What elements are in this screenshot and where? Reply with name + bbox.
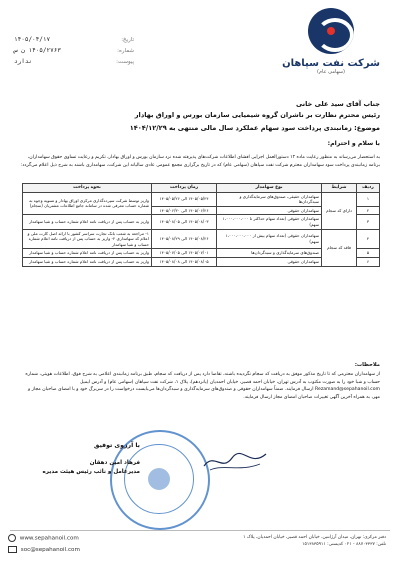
table-row	[23, 192, 380, 206]
date-label: تاریخ:	[121, 36, 134, 43]
footer-email-row	[8, 546, 80, 553]
recipient-name: جناب آقای سید علی خانی	[295, 100, 380, 108]
row-number: ۱	[357, 192, 380, 206]
payment-time-cell: ۱۴۰۵/۰۸/۲۶ الی ۱۴۰۵/۰۸/۲۹	[152, 229, 217, 249]
footer-email[interactable]: soc@sepahanoil.com	[20, 547, 80, 553]
date-value: ۱۴۰۵/۰۴/۱۷	[14, 36, 51, 43]
intro-paragraph: به استحضار می‌رساند به منظور رعایت ماده ۱۲ دستورالعمل اجرایی افشای اطلاعات شرکت‌های پذیرفته شده نزد سازمان بورس و اوراق بهادار، تکریم و رعایت تساوی حقوق سهامداران، برنامه زمانبندی پرداخت سود سهامداران محترم شرکت نفت سپاهان (سهامی عام) که در تاریخ برگزاری مجمع عمومی عادی سالیانه این شرکت، سهامداری باشند به شرح ذیل اعلام می‌گردد:	[20, 155, 380, 168]
col-header-payment-time: زمان پرداخت	[152, 184, 217, 193]
company-logo	[276, 8, 386, 100]
condition-cell: فاقد کد سجام	[322, 229, 357, 266]
signer-name: فرهاد امین دهقان	[89, 460, 140, 466]
logo-emblem-icon	[308, 8, 354, 54]
row-number: ۳	[357, 215, 380, 229]
number-label: شماره:	[117, 47, 134, 54]
payment-schedule-table	[22, 183, 380, 267]
closing-phrase: با آرزوی توفیق	[93, 442, 140, 449]
signer-title: مدیرعامل و نائب رئیس هیئت مدیره	[42, 469, 140, 475]
payment-time-cell: ۱۴۰۵/۰۸/۰۳ الی ۱۴۰۵/۰۸/۰۵	[152, 215, 217, 229]
letter-subject: موضوع: زمانبندی پرداخت سود سهام عملکرد سال مالی منتهی به ۱۴۰۴/۱۲/۲۹	[129, 124, 380, 132]
payment-time-cell: ۱۴۰۵/۰۸/۰۵ الی ۱۴۰۵/۰۸/۰۸	[152, 257, 217, 266]
table-row	[23, 229, 380, 249]
holder-type-cell: سهامداران حقوقی (تعداد سهام حداکثر تا ۱،۰۰۰،۰۰۰،۰۰۰ سهم)	[217, 215, 322, 229]
col-header-holder-type: نوع سهامدار	[217, 184, 322, 193]
footer-divider	[10, 530, 390, 531]
condition-cell: دارای کد سجام	[322, 192, 357, 229]
company-subtitle: (سهامی عام)	[317, 69, 345, 75]
footer-phones: تلفن: ۸۸۷۰۳۳۳۷ - ۰۲۱ کدپستی: ۱۵۱۳۸۳۵۹۱۱	[302, 542, 386, 547]
number-value: ۱۴۰۵/۲۷۶۳ ن س	[14, 47, 61, 54]
number-row	[14, 45, 134, 56]
row-number: ۲	[357, 206, 380, 215]
payment-time-cell: ۱۴۰۵/۰۵/۲۴ الی ۱۴۰۵/۰۵/۲۶	[152, 192, 217, 206]
holder-type-cell: سهامداران حقوقی	[217, 206, 322, 215]
holder-type-cell: صندوق‌های سرمایه‌گذاری و سبدگردان‌ها	[217, 249, 322, 258]
footer-address: دفتر مرکزی: تهران، میدان آرژانتین، خیابان احمد قصیر، خیابان احمدیان، پلاک ۱	[243, 535, 386, 540]
payment-method-cell: واریز توسط شرکت سپرده‌گذاری مرکزی اوراق بهادار و تسویه وجوه به شماره حساب معرفی شده در سامانه جامع اطلاعات مشتریان (سجام)	[23, 192, 152, 215]
attachment-row	[14, 56, 134, 67]
payment-time-cell: ۱۴۰۵/۰۶/۲۶ الی ۱۴۰۵/۰۶/۳۰	[152, 206, 217, 215]
payment-time-cell: ۱۴۰۵/۰۷/۰۱ الی ۱۴۰۵/۰۷/۰۵	[152, 249, 217, 258]
row-number: ۴	[357, 229, 380, 249]
globe-icon	[8, 534, 16, 542]
attachment-label: پیوست:	[116, 58, 134, 65]
handwritten-signature-icon	[200, 448, 270, 474]
attachment-value: ندارد	[14, 58, 33, 65]
recipient-title: رئیس محترم نظارت بر ناشران گروه شیمیایی سازمان بورس و اوراق بهادار	[134, 111, 380, 119]
table-header-row	[23, 184, 380, 193]
mail-icon	[8, 546, 17, 553]
notes-title: ملاحظات:	[354, 362, 380, 368]
notes-paragraph: از سهامداران محترمی که تا تاریخ مذکور موفق به دریافت کد سجام نگردیده باشند، تقاضا دارد پس از دریافت کد سجام، طبق برنامه زمانبندی اعلامی به شرح فوق، اطلاعات هویتی، شماره حساب و شبا خود را به صورت مکتوب به آدرس تهران، خیابان احمد قصیر، خیابان احمدیان (پانزدهم)، پلاک ۱، شرکت نفت سپاهان (سهامی عام) و آدرس ایمیل Rezamand@sepahanoil.com ارسال فرمایند. ضمناً سهامداران حقوقی و صندوق‌های سرمایه‌گذاری و سبدگردان‌ها می‌بایست درخواست را در سربرگ خود و با امضای صاحبان مجاز و مهر، به همراه آخرین آگهی تغییرات صاحبان امضای مجاز ارسال فرمایند.	[25, 372, 380, 400]
letter-meta	[14, 34, 134, 67]
letter-footer	[0, 526, 400, 566]
payment-method-cell: واریز به حساب پس از دریافت نامه اعلام شماره حساب و شبا سهامدار	[23, 215, 152, 229]
payment-method-cell: ۱- مراجعه به شعب بانک تجارت سراسر کشور با ارائه اصل کارت ملی و اعلام کد سهامداری ۲- واریز به حساب پس از دریافت نامه اعلام شماره حساب و شبا سهامدار	[23, 229, 152, 249]
footer-website-row	[8, 534, 79, 542]
col-header-conditions: شرایط	[322, 184, 357, 193]
row-number: ۵	[357, 249, 380, 258]
col-header-payment-method: نحوه پرداخت	[23, 184, 152, 193]
footer-address-block	[136, 534, 386, 548]
holder-type-cell: سهامداران حقوقی (تعداد سهام بیش از ۱،۰۰۰،۰۰۰،۰۰۰ سهم)	[217, 229, 322, 249]
payment-method-cell: واریز به حساب پس از دریافت نامه اعلام شماره حساب و شبا سهامدار	[23, 249, 152, 258]
payment-method-cell: واریز به حساب پس از دریافت نامه اعلام شماره حساب و شبا سهامدار	[23, 257, 152, 266]
holder-type-cell: سهامداران حقیقی، صندوق‌های سرمایه‌گذاری و سبدگردان‌ها	[217, 192, 322, 206]
holder-type-cell: سهامداران حقوقی	[217, 257, 322, 266]
footer-website[interactable]: www.sepahanoil.com	[19, 535, 79, 542]
company-name: شرکت نفت سپاهان	[282, 58, 380, 69]
row-number: ۶	[357, 257, 380, 266]
greeting: با سلام و احترام:	[327, 140, 380, 147]
date-row	[14, 34, 134, 45]
col-header-row-number: ردیف	[357, 184, 380, 193]
